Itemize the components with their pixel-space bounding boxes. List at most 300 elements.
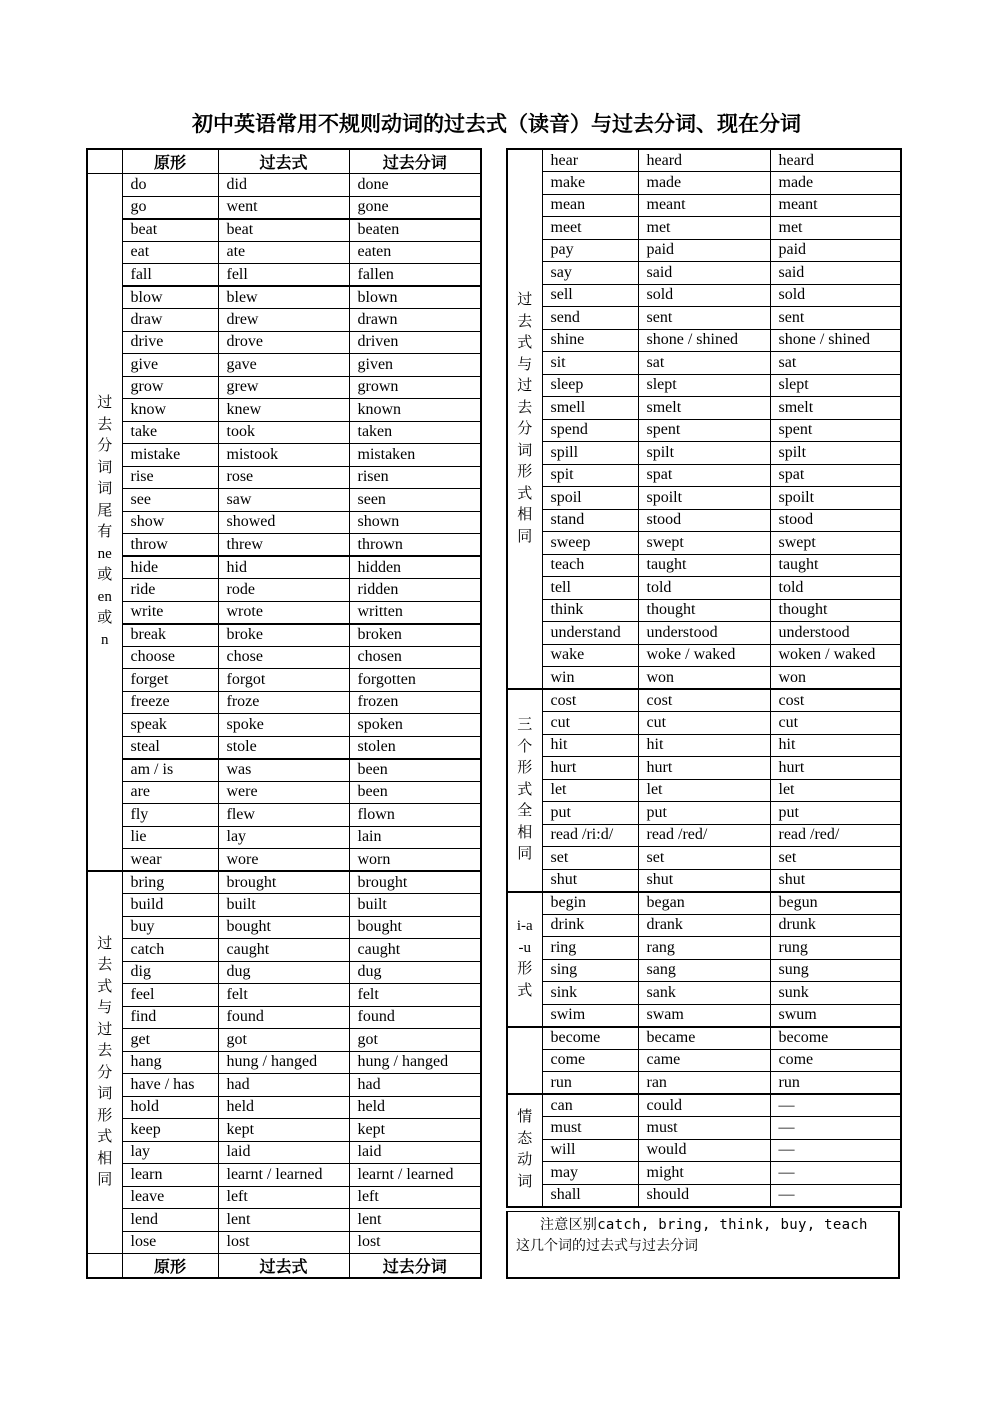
past-participle-cell: ridden <box>349 579 481 602</box>
verb-row <box>507 667 901 690</box>
verb-row <box>507 374 901 397</box>
verb-row <box>87 1141 481 1164</box>
past-participle-cell: had <box>349 1074 481 1097</box>
past-tense-cell: put <box>638 802 770 825</box>
past-participle-cell: risen <box>349 466 481 489</box>
past-participle-cell: sent <box>770 307 901 330</box>
past-tense-cell: met <box>638 217 770 240</box>
past-participle-cell: seen <box>349 489 481 512</box>
note-box <box>506 1211 900 1279</box>
verb-row <box>87 354 481 377</box>
verb-row <box>507 689 901 712</box>
base-form-cell: must <box>542 1117 638 1140</box>
verb-row <box>507 284 901 307</box>
group-label-text: 过去式与过去分词形式相同 <box>97 935 113 1188</box>
base-form-cell: rise <box>122 466 218 489</box>
past-tense-cell: wore <box>218 849 349 872</box>
verb-row <box>87 1029 481 1052</box>
past-participle-cell: swum <box>770 1004 901 1027</box>
base-form-cell: wear <box>122 849 218 872</box>
header-row <box>87 149 481 174</box>
verb-row <box>507 397 901 420</box>
past-participle-cell: heard <box>770 149 901 172</box>
verb-row <box>87 714 481 737</box>
past-participle-cell: — <box>770 1184 901 1207</box>
past-participle-cell: lain <box>349 826 481 849</box>
right-group-label <box>507 1027 542 1095</box>
past-tense-cell: swept <box>638 532 770 555</box>
base-form-cell: stand <box>542 509 638 532</box>
base-form-cell: ring <box>542 937 638 960</box>
past-participle-cell: beaten <box>349 219 481 242</box>
verb-row <box>87 849 481 872</box>
past-tense-cell: took <box>218 421 349 444</box>
past-tense-cell: fell <box>218 264 349 287</box>
base-form-cell: find <box>122 1006 218 1029</box>
verb-row <box>507 419 901 442</box>
past-tense-cell: woke / waked <box>638 644 770 667</box>
base-form-cell: take <box>122 421 218 444</box>
verb-row <box>87 759 481 782</box>
base-form-cell: draw <box>122 309 218 332</box>
past-participle-cell: — <box>770 1162 901 1185</box>
past-participle-cell: let <box>770 779 901 802</box>
past-participle-cell: left <box>349 1186 481 1209</box>
past-participle-cell: chosen <box>349 646 481 669</box>
past-tense-cell: showed <box>218 511 349 534</box>
base-form-cell: shall <box>542 1184 638 1207</box>
past-participle-cell: met <box>770 217 901 240</box>
page-title: 初中英语常用不规则动词的过去式（读音）与过去分词、现在分词 <box>192 111 801 136</box>
past-participle-cell: gone <box>349 196 481 219</box>
past-tense-cell: sank <box>638 982 770 1005</box>
past-tense-cell: caught <box>218 939 349 962</box>
past-tense-cell: got <box>218 1029 349 1052</box>
base-form-cell: mistake <box>122 444 218 467</box>
past-participle-cell: thought <box>770 599 901 622</box>
past-participle-cell: shone / shined <box>770 329 901 352</box>
past-participle-cell: spent <box>770 419 901 442</box>
past-tense-cell: spilt <box>638 442 770 465</box>
base-form-cell: sink <box>542 982 638 1005</box>
past-participle-cell: learnt / learned <box>349 1164 481 1187</box>
past-participle-cell: cut <box>770 712 901 735</box>
base-form-cell: learn <box>122 1164 218 1187</box>
verb-row <box>507 577 901 600</box>
base-form-cell: say <box>542 262 638 285</box>
verb-row <box>507 869 901 892</box>
past-tense-cell: broke <box>218 624 349 647</box>
base-form-cell: go <box>122 196 218 219</box>
past-tense-cell: mistook <box>218 444 349 467</box>
verb-row <box>87 804 481 827</box>
base-form-cell: do <box>122 174 218 197</box>
base-form-cell: spit <box>542 464 638 487</box>
footer-row <box>87 1254 481 1279</box>
verb-row <box>87 691 481 714</box>
verb-row <box>507 1094 901 1117</box>
verb-row <box>507 532 901 555</box>
base-form-cell: cost <box>542 689 638 712</box>
past-tense-cell: built <box>218 894 349 917</box>
past-tense-cell: went <box>218 196 349 219</box>
past-participle-cell: been <box>349 781 481 804</box>
left-verb-table <box>86 148 482 1279</box>
verb-row <box>87 331 481 354</box>
base-form-cell: sing <box>542 959 638 982</box>
base-form-cell: sell <box>542 284 638 307</box>
past-tense-cell: found <box>218 1006 349 1029</box>
verb-row <box>87 984 481 1007</box>
past-tense-cell: made <box>638 172 770 195</box>
past-participle-cell: won <box>770 667 901 690</box>
header-corner <box>87 149 122 174</box>
base-form-cell: set <box>542 847 638 870</box>
past-participle-cell: — <box>770 1094 901 1117</box>
past-tense-cell: learnt / learned <box>218 1164 349 1187</box>
past-participle-cell: broken <box>349 624 481 647</box>
note-line-2: 这几个词的过去式与过去分词 <box>516 1238 698 1254</box>
past-tense-cell: rang <box>638 937 770 960</box>
base-form-cell: read /ri:d/ <box>542 824 638 847</box>
base-form-cell: swim <box>542 1004 638 1027</box>
base-form-cell: am / is <box>122 759 218 782</box>
past-tense-cell: stole <box>218 736 349 759</box>
base-form-cell: fly <box>122 804 218 827</box>
base-form-cell: hang <box>122 1051 218 1074</box>
verb-row <box>507 554 901 577</box>
past-tense-cell: drove <box>218 331 349 354</box>
group-label-text: 三个形式全相同 <box>517 717 533 862</box>
past-tense-cell: did <box>218 174 349 197</box>
past-participle-cell: grown <box>349 376 481 399</box>
past-tense-cell: sat <box>638 352 770 375</box>
past-participle-cell: come <box>770 1049 901 1072</box>
verb-row <box>87 1209 481 1232</box>
past-tense-cell: hurt <box>638 757 770 780</box>
past-participle-cell: paid <box>770 239 901 262</box>
past-participle-cell: laid <box>349 1141 481 1164</box>
verb-row <box>87 601 481 624</box>
verb-row <box>87 264 481 287</box>
base-form-cell: lose <box>122 1231 218 1254</box>
verb-row <box>507 307 901 330</box>
past-participle-cell: smelt <box>770 397 901 420</box>
base-form-cell: buy <box>122 916 218 939</box>
right-group-label <box>507 1094 542 1207</box>
past-tense-cell: stood <box>638 509 770 532</box>
base-form-cell: wake <box>542 644 638 667</box>
verb-row <box>87 219 481 242</box>
base-form-cell: drink <box>542 914 638 937</box>
verb-row <box>507 1072 901 1095</box>
base-form-cell: put <box>542 802 638 825</box>
verb-row <box>507 1139 901 1162</box>
past-participle-cell: drunk <box>770 914 901 937</box>
footer-past-participle: 过去分词 <box>349 1254 481 1279</box>
past-tense-cell: slept <box>638 374 770 397</box>
past-participle-cell: sunk <box>770 982 901 1005</box>
base-form-cell: become <box>542 1027 638 1050</box>
right-table-body <box>507 149 901 1207</box>
past-tense-cell: hid <box>218 556 349 579</box>
verb-row <box>507 982 901 1005</box>
base-form-cell: are <box>122 781 218 804</box>
past-tense-cell: would <box>638 1139 770 1162</box>
base-form-cell: choose <box>122 646 218 669</box>
past-tense-cell: hit <box>638 734 770 757</box>
verb-row <box>507 442 901 465</box>
past-participle-cell: rung <box>770 937 901 960</box>
base-form-cell: speak <box>122 714 218 737</box>
verb-row <box>87 1186 481 1209</box>
verb-row <box>87 466 481 489</box>
left-group-label <box>87 174 122 872</box>
verb-row <box>87 579 481 602</box>
past-tense-cell: had <box>218 1074 349 1097</box>
base-form-cell: let <box>542 779 638 802</box>
verb-row <box>507 959 901 982</box>
base-form-cell: forget <box>122 669 218 692</box>
past-tense-cell: shut <box>638 869 770 892</box>
past-participle-cell: frozen <box>349 691 481 714</box>
base-form-cell: feel <box>122 984 218 1007</box>
past-tense-cell: let <box>638 779 770 802</box>
past-participle-cell: held <box>349 1096 481 1119</box>
past-participle-cell: spat <box>770 464 901 487</box>
past-participle-cell: woken / waked <box>770 644 901 667</box>
past-participle-cell: bought <box>349 916 481 939</box>
base-form-cell: pay <box>542 239 638 262</box>
past-participle-cell: blown <box>349 286 481 309</box>
base-form-cell: blow <box>122 286 218 309</box>
base-form-cell: fall <box>122 264 218 287</box>
past-participle-cell: sat <box>770 352 901 375</box>
verb-row <box>507 487 901 510</box>
past-participle-cell: put <box>770 802 901 825</box>
base-form-cell: eat <box>122 241 218 264</box>
header-base-form: 原形 <box>122 149 218 174</box>
past-tense-cell: felt <box>218 984 349 1007</box>
left-group-label <box>87 871 122 1254</box>
verb-row <box>507 599 901 622</box>
verb-row <box>507 352 901 375</box>
verb-row <box>507 262 901 285</box>
past-participle-cell: become <box>770 1027 901 1050</box>
verb-row <box>87 871 481 894</box>
past-tense-cell: gave <box>218 354 349 377</box>
past-tense-cell: sold <box>638 284 770 307</box>
past-tense-cell: hung / hanged <box>218 1051 349 1074</box>
past-tense-cell: set <box>638 847 770 870</box>
base-form-cell: cut <box>542 712 638 735</box>
base-form-cell: shine <box>542 329 638 352</box>
verb-row <box>87 444 481 467</box>
past-participle-cell: driven <box>349 331 481 354</box>
verb-row <box>507 779 901 802</box>
base-form-cell: leave <box>122 1186 218 1209</box>
base-form-cell: lay <box>122 1141 218 1164</box>
past-participle-cell: fallen <box>349 264 481 287</box>
past-tense-cell: shone / shined <box>638 329 770 352</box>
verb-row <box>87 556 481 579</box>
base-form-cell: break <box>122 624 218 647</box>
past-tense-cell: saw <box>218 489 349 512</box>
past-tense-cell: froze <box>218 691 349 714</box>
base-form-cell: steal <box>122 736 218 759</box>
past-tense-cell: won <box>638 667 770 690</box>
past-participle-cell: kept <box>349 1119 481 1142</box>
past-participle-cell: shut <box>770 869 901 892</box>
past-tense-cell: ate <box>218 241 349 264</box>
past-tense-cell: taught <box>638 554 770 577</box>
verb-row <box>507 1004 901 1027</box>
base-form-cell: understand <box>542 622 638 645</box>
verb-row <box>507 847 901 870</box>
verb-row <box>507 1162 901 1185</box>
base-form-cell: teach <box>542 554 638 577</box>
past-participle-cell: — <box>770 1139 901 1162</box>
past-participle-cell: sung <box>770 959 901 982</box>
past-tense-cell: spoke <box>218 714 349 737</box>
past-tense-cell: was <box>218 759 349 782</box>
verb-row <box>87 669 481 692</box>
past-tense-cell: rode <box>218 579 349 602</box>
verb-row <box>507 1049 901 1072</box>
verb-row <box>507 509 901 532</box>
footer-corner <box>87 1254 122 1279</box>
past-participle-cell: dug <box>349 961 481 984</box>
verb-row <box>507 217 901 240</box>
verb-row <box>507 1184 901 1207</box>
note-line-1: 注意区别catch, bring, think, buy, teach <box>540 1217 868 1233</box>
past-tense-cell: grew <box>218 376 349 399</box>
base-form-cell: mean <box>542 194 638 217</box>
past-participle-cell: written <box>349 601 481 624</box>
base-form-cell: shut <box>542 869 638 892</box>
verb-row <box>87 1074 481 1097</box>
past-participle-cell: begun <box>770 892 901 915</box>
past-tense-cell: told <box>638 577 770 600</box>
base-form-cell: know <box>122 399 218 422</box>
past-tense-cell: were <box>218 781 349 804</box>
base-form-cell: begin <box>542 892 638 915</box>
past-tense-cell: drank <box>638 914 770 937</box>
base-form-cell: spend <box>542 419 638 442</box>
verb-row <box>87 1096 481 1119</box>
verb-row <box>507 172 901 195</box>
past-participle-cell: caught <box>349 939 481 962</box>
verb-row <box>87 1231 481 1254</box>
base-form-cell: have / has <box>122 1074 218 1097</box>
verb-row <box>507 644 901 667</box>
base-form-cell: spoil <box>542 487 638 510</box>
base-form-cell: come <box>542 1049 638 1072</box>
past-tense-cell: paid <box>638 239 770 262</box>
group-label-text: 过去式与过去分词形式相同 <box>517 292 533 545</box>
right-verb-table <box>506 148 902 1208</box>
past-participle-cell: known <box>349 399 481 422</box>
past-participle-cell: set <box>770 847 901 870</box>
base-form-cell: win <box>542 667 638 690</box>
past-tense-cell: left <box>218 1186 349 1209</box>
verb-row <box>87 624 481 647</box>
verb-row <box>507 757 901 780</box>
base-form-cell: beat <box>122 219 218 242</box>
past-tense-cell: could <box>638 1094 770 1117</box>
base-form-cell: hide <box>122 556 218 579</box>
past-participle-cell: taught <box>770 554 901 577</box>
verb-row <box>87 511 481 534</box>
base-form-cell: drive <box>122 331 218 354</box>
base-form-cell: sweep <box>542 532 638 555</box>
verb-row <box>87 939 481 962</box>
verb-row <box>87 241 481 264</box>
past-tense-cell: must <box>638 1117 770 1140</box>
verb-row <box>87 1006 481 1029</box>
past-tense-cell: came <box>638 1049 770 1072</box>
verb-row <box>87 421 481 444</box>
verb-row <box>87 534 481 557</box>
base-form-cell: will <box>542 1139 638 1162</box>
base-form-cell: can <box>542 1094 638 1117</box>
past-participle-cell: done <box>349 174 481 197</box>
past-participle-cell: shown <box>349 511 481 534</box>
past-participle-cell: lent <box>349 1209 481 1232</box>
past-participle-cell: found <box>349 1006 481 1029</box>
base-form-cell: hurt <box>542 757 638 780</box>
past-tense-cell: lost <box>218 1231 349 1254</box>
verb-row <box>87 1164 481 1187</box>
verb-row <box>507 1027 901 1050</box>
past-participle-cell: mistaken <box>349 444 481 467</box>
base-form-cell: freeze <box>122 691 218 714</box>
verb-row <box>507 937 901 960</box>
base-form-cell: give <box>122 354 218 377</box>
verb-row <box>87 309 481 332</box>
past-tense-cell: knew <box>218 399 349 422</box>
base-form-cell: think <box>542 599 638 622</box>
verb-row <box>507 892 901 915</box>
past-participle-cell: thrown <box>349 534 481 557</box>
group-label-text: 情态动词 <box>517 1109 533 1190</box>
past-participle-cell: — <box>770 1117 901 1140</box>
past-participle-cell: eaten <box>349 241 481 264</box>
past-tense-cell: understood <box>638 622 770 645</box>
base-form-cell: lie <box>122 826 218 849</box>
past-participle-cell: forgotten <box>349 669 481 692</box>
verb-row <box>507 734 901 757</box>
past-participle-cell: spilt <box>770 442 901 465</box>
past-participle-cell: hit <box>770 734 901 757</box>
past-tense-cell: threw <box>218 534 349 557</box>
past-tense-cell: held <box>218 1096 349 1119</box>
verb-row <box>87 826 481 849</box>
past-participle-cell: understood <box>770 622 901 645</box>
base-form-cell: smell <box>542 397 638 420</box>
past-tense-cell: flew <box>218 804 349 827</box>
past-participle-cell: hidden <box>349 556 481 579</box>
base-form-cell: dig <box>122 961 218 984</box>
base-form-cell: spill <box>542 442 638 465</box>
header-past-tense: 过去式 <box>218 149 349 174</box>
past-tense-cell: sang <box>638 959 770 982</box>
past-tense-cell: ran <box>638 1072 770 1095</box>
verb-row <box>87 286 481 309</box>
base-form-cell: throw <box>122 534 218 557</box>
past-participle-cell: swept <box>770 532 901 555</box>
verb-row <box>87 1051 481 1074</box>
